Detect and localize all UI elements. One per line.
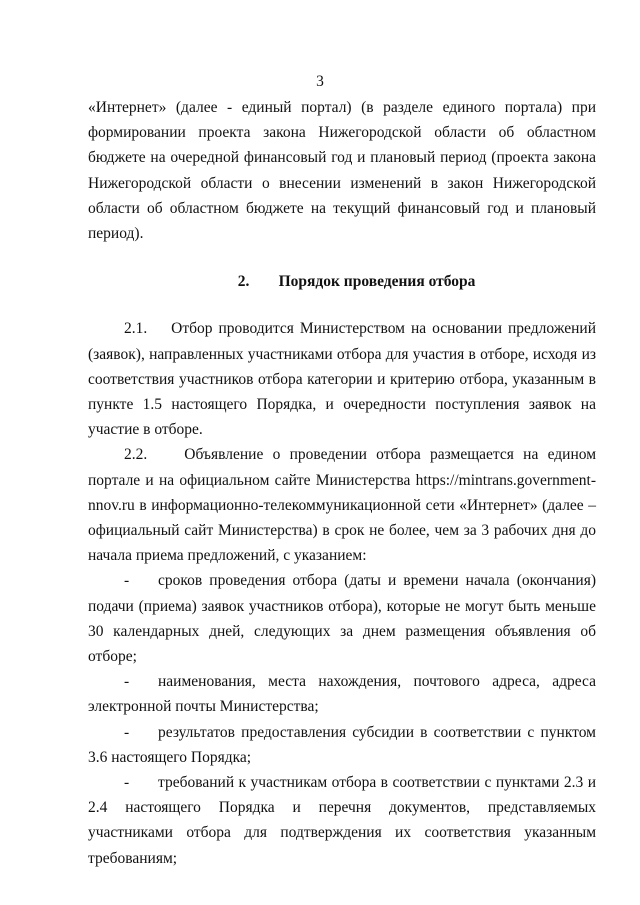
list-marker: - (124, 723, 130, 741)
intro-paragraph: «Интернет» (далее - единый портал) (в разделе единого портала) при формировании проекта закона Нижегородской области об областном бюджете на очередной финансовый год и плановый период (проекта закона Нижегородской области о внесении изменений в закон Нижегородской области об областном бюджете на текущий финансовый год и плановый период). (88, 99, 596, 243)
list-marker: - (124, 774, 130, 792)
list-item (88, 720, 596, 770)
paragraph-2-1 (88, 316, 596, 442)
list-item (88, 568, 596, 669)
list-item-text: наименования, места нахождения, почтового адреса, адреса электронной почты Министерства; (88, 673, 596, 716)
list-marker: - (124, 572, 130, 590)
list-item (88, 770, 596, 871)
section-heading (88, 269, 596, 294)
list-item (88, 669, 596, 719)
list-item-text: требований к участникам отбора в соответствии с пунктами 2.3 и 2.4 настоящего Порядка и перечня документов, представляемых участниками отбора для подтверждения их соответствия указанным требованиям; (88, 774, 596, 867)
paragraph-number: 2.2. (124, 446, 148, 464)
page-number: 3 (316, 73, 324, 90)
list-marker: - (124, 673, 130, 691)
section-number: 2. (237, 273, 250, 291)
paragraph-text: Отбор проводится Министерством на основании предложений (заявок), направленных участниками отбора для участия в отборе, исходя из соответствия участников отбора категории и критерию отбора, указанным в пункте 1.5 настоящего Порядка, и очередности поступления заявок на участие в отборе. (88, 320, 596, 439)
list-item-text: результатов предоставления субсидии в соответствии с пунктом 3.6 настоящего Порядка; (88, 723, 596, 766)
list-item-text: сроков проведения отбора (даты и времени начала (окончания) подачи (приема) заявок участников отбора), которые не могут быть меньше 30 календарных дней, следующих за днем размещения объявления об отборе; (88, 572, 596, 666)
document-body (88, 95, 596, 871)
paragraph-2-2 (88, 442, 596, 568)
paragraph-text: Объявление о проведении отбора размещается на едином портале и на официальном сайте Министерства https://mintrans.government-nnov.ru в информационно-телекоммуникационной сети «Интернет» (далее – официальный сайт Министерства) в срок не более, чем за 3 рабочих дня до начала приема предложений, с указанием: (88, 446, 597, 565)
section-title: Порядок проведения отбора (278, 273, 476, 291)
paragraph-number: 2.1. (124, 320, 148, 338)
